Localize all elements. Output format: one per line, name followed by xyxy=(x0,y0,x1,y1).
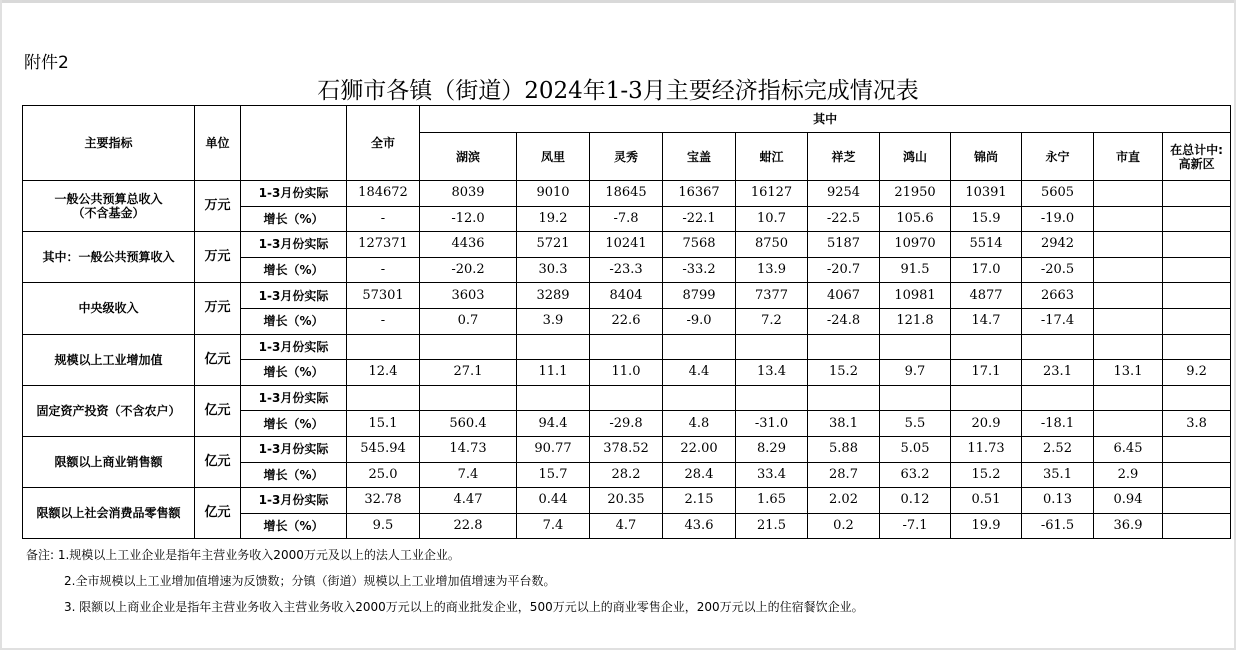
value-cell xyxy=(1094,308,1163,334)
header-town-shizhi: 市直 xyxy=(1094,133,1163,181)
value-cell xyxy=(736,334,808,360)
value-cell xyxy=(736,385,808,411)
indicator-unit: 万元 xyxy=(195,283,241,334)
table-row xyxy=(23,385,1231,411)
value-cell: 9.2 xyxy=(1163,360,1231,386)
value-cell xyxy=(1163,385,1231,411)
header-city: 全市 xyxy=(347,106,420,181)
value-cell: 8.29 xyxy=(736,436,808,462)
value-cell xyxy=(1094,283,1163,309)
value-cell xyxy=(1163,257,1231,283)
header-town-baogai: 宝盖 xyxy=(663,133,736,181)
value-cell: - xyxy=(347,206,420,232)
sub-label-growth: 增长（%） xyxy=(241,411,347,437)
value-cell: 127371 xyxy=(347,232,420,258)
value-cell: 3289 xyxy=(517,283,590,309)
sub-label-growth: 增长（%） xyxy=(241,308,347,334)
value-cell: 7568 xyxy=(663,232,736,258)
header-town-jinshang: 锦尚 xyxy=(951,133,1022,181)
value-cell: 10241 xyxy=(590,232,663,258)
value-cell: 14.73 xyxy=(420,436,517,462)
header-hitech-line1: 在总计中: xyxy=(1170,142,1223,157)
value-cell: 36.9 xyxy=(1094,513,1163,539)
indicator-unit: 亿元 xyxy=(195,488,241,539)
value-cell: 15.7 xyxy=(517,462,590,488)
header-unit: 单位 xyxy=(195,106,241,181)
value-cell xyxy=(517,334,590,360)
value-cell: 0.12 xyxy=(880,488,951,514)
value-cell: 184672 xyxy=(347,181,420,207)
value-cell xyxy=(1163,513,1231,539)
value-cell xyxy=(663,385,736,411)
value-cell: 20.35 xyxy=(590,488,663,514)
value-cell: -18.1 xyxy=(1022,411,1094,437)
value-cell: -22.1 xyxy=(663,206,736,232)
value-cell: 8750 xyxy=(736,232,808,258)
value-cell xyxy=(808,385,880,411)
value-cell: 4.8 xyxy=(663,411,736,437)
value-cell xyxy=(1163,181,1231,207)
value-cell: 11.73 xyxy=(951,436,1022,462)
value-cell: 5187 xyxy=(808,232,880,258)
value-cell: 560.4 xyxy=(420,411,517,437)
value-cell: 12.4 xyxy=(347,360,420,386)
value-cell: 545.94 xyxy=(347,436,420,462)
value-cell: -20.7 xyxy=(808,257,880,283)
value-cell: 5721 xyxy=(517,232,590,258)
note-1: 备注: 1.规模以上工业企业是指年主营业务收入2000万元及以上的法人工业企业。 xyxy=(26,548,460,562)
value-cell: 4.7 xyxy=(590,513,663,539)
value-cell: 13.4 xyxy=(736,360,808,386)
sub-label-growth: 增长（%） xyxy=(241,257,347,283)
value-cell: 2.9 xyxy=(1094,462,1163,488)
value-cell: 2.02 xyxy=(808,488,880,514)
value-cell xyxy=(1094,334,1163,360)
header-town-yongning: 永宁 xyxy=(1022,133,1094,181)
header-group-of-which: 其中 xyxy=(420,106,1231,133)
value-cell xyxy=(1163,283,1231,309)
indicator-unit: 万元 xyxy=(195,232,241,283)
value-cell: 22.00 xyxy=(663,436,736,462)
value-cell: 91.5 xyxy=(880,257,951,283)
table-row xyxy=(23,232,1231,258)
value-cell: 4877 xyxy=(951,283,1022,309)
value-cell: 22.6 xyxy=(590,308,663,334)
sub-label-growth: 增长（%） xyxy=(241,462,347,488)
table-row xyxy=(23,283,1231,309)
value-cell: 7.2 xyxy=(736,308,808,334)
value-cell: 13.9 xyxy=(736,257,808,283)
value-cell xyxy=(590,385,663,411)
value-cell: 3.8 xyxy=(1163,411,1231,437)
value-cell: 21950 xyxy=(880,181,951,207)
table-body xyxy=(23,181,1231,539)
sub-label-actual: 1-3月份实际 xyxy=(241,436,347,462)
value-cell: 23.1 xyxy=(1022,360,1094,386)
value-cell xyxy=(420,385,517,411)
value-cell: 43.6 xyxy=(663,513,736,539)
indicator-unit: 亿元 xyxy=(195,334,241,385)
attachment-label: 附件2 xyxy=(24,53,69,73)
indicator-name xyxy=(23,488,195,539)
indicator-name-line1: 一般公共预算总收入 xyxy=(54,192,163,207)
value-cell: 10.7 xyxy=(736,206,808,232)
indicator-name-line1: 中央级收入 xyxy=(78,301,139,316)
table-row xyxy=(23,334,1231,360)
value-cell xyxy=(1022,334,1094,360)
value-cell: -7.1 xyxy=(880,513,951,539)
header-town-fengli: 凤里 xyxy=(517,133,590,181)
value-cell: 3.9 xyxy=(517,308,590,334)
value-cell xyxy=(1094,385,1163,411)
indicator-name xyxy=(23,385,195,436)
value-cell: 13.1 xyxy=(1094,360,1163,386)
indicator-name xyxy=(23,181,195,232)
value-cell: 9010 xyxy=(517,181,590,207)
sub-label-actual: 1-3月份实际 xyxy=(241,385,347,411)
indicator-name-line1: 固定资产投资（不含农户） xyxy=(36,403,181,418)
indicator-name xyxy=(23,283,195,334)
value-cell: 35.1 xyxy=(1022,462,1094,488)
value-cell: -7.8 xyxy=(590,206,663,232)
header-hitech-line2: 高新区 xyxy=(1178,156,1215,171)
sub-label-actual: 1-3月份实际 xyxy=(241,232,347,258)
indicator-name xyxy=(23,436,195,487)
window-top-border xyxy=(0,0,1236,3)
value-cell: 5.05 xyxy=(880,436,951,462)
economic-indicators-table xyxy=(22,105,1231,539)
value-cell xyxy=(347,334,420,360)
note-3: 3. 限额以上商业企业是指年主营业务收入主营业务收入2000万元以上的商业批发企业，500万元以上的商业零售企业，200万元以上的住宿餐饮企业。 xyxy=(64,600,864,614)
header-town-lingxiu: 灵秀 xyxy=(590,133,663,181)
value-cell: 28.7 xyxy=(808,462,880,488)
value-cell: 15.2 xyxy=(808,360,880,386)
indicator-name-line1: 规模以上工业增加值 xyxy=(54,352,163,367)
value-cell: -31.0 xyxy=(736,411,808,437)
value-cell: 4.4 xyxy=(663,360,736,386)
value-cell xyxy=(880,385,951,411)
value-cell: 32.78 xyxy=(347,488,420,514)
sub-label-growth: 增长（%） xyxy=(241,360,347,386)
value-cell: 0.51 xyxy=(951,488,1022,514)
value-cell: 15.1 xyxy=(347,411,420,437)
value-cell: 5.5 xyxy=(880,411,951,437)
value-cell: 2942 xyxy=(1022,232,1094,258)
value-cell: 20.9 xyxy=(951,411,1022,437)
value-cell: 15.9 xyxy=(951,206,1022,232)
value-cell: 6.45 xyxy=(1094,436,1163,462)
value-cell: 27.1 xyxy=(420,360,517,386)
value-cell: -17.4 xyxy=(1022,308,1094,334)
value-cell xyxy=(951,334,1022,360)
value-cell: 90.77 xyxy=(517,436,590,462)
value-cell: 10391 xyxy=(951,181,1022,207)
value-cell xyxy=(590,334,663,360)
value-cell: 38.1 xyxy=(808,411,880,437)
value-cell: 4067 xyxy=(808,283,880,309)
value-cell: 10981 xyxy=(880,283,951,309)
value-cell: -61.5 xyxy=(1022,513,1094,539)
value-cell: 5.88 xyxy=(808,436,880,462)
table-row xyxy=(23,181,1231,207)
header-town-hanjiang: 蚶江 xyxy=(736,133,808,181)
value-cell: 2663 xyxy=(1022,283,1094,309)
value-cell: -9.0 xyxy=(663,308,736,334)
header-blank xyxy=(241,106,347,181)
value-cell: 11.1 xyxy=(517,360,590,386)
header-hitech-zone xyxy=(1163,133,1231,181)
header-indicator: 主要指标 xyxy=(23,106,195,181)
value-cell xyxy=(951,385,1022,411)
value-cell: 19.2 xyxy=(517,206,590,232)
indicator-name-line1: 限额以上商业销售额 xyxy=(54,455,163,470)
value-cell: 5514 xyxy=(951,232,1022,258)
indicator-name xyxy=(23,232,195,283)
value-cell: 2.52 xyxy=(1022,436,1094,462)
document-title: 石狮市各镇（街道）2024年1-3月主要经济指标完成情况表 xyxy=(317,78,919,104)
sub-label-actual: 1-3月份实际 xyxy=(241,181,347,207)
value-cell xyxy=(1094,181,1163,207)
value-cell xyxy=(1094,206,1163,232)
value-cell: -23.3 xyxy=(590,257,663,283)
value-cell: 5605 xyxy=(1022,181,1094,207)
value-cell: 3603 xyxy=(420,283,517,309)
indicator-name-line1: 限额以上社会消费品零售额 xyxy=(36,506,181,521)
value-cell: - xyxy=(347,257,420,283)
value-cell xyxy=(1163,232,1231,258)
value-cell xyxy=(880,334,951,360)
sub-label-actual: 1-3月份实际 xyxy=(241,334,347,360)
value-cell: 7.4 xyxy=(517,513,590,539)
value-cell: 11.0 xyxy=(590,360,663,386)
value-cell: 28.4 xyxy=(663,462,736,488)
header-town-hubin: 湖滨 xyxy=(420,133,517,181)
value-cell: 8404 xyxy=(590,283,663,309)
indicator-unit: 亿元 xyxy=(195,385,241,436)
value-cell: 10970 xyxy=(880,232,951,258)
value-cell: 17.1 xyxy=(951,360,1022,386)
value-cell xyxy=(1163,436,1231,462)
value-cell: 4.47 xyxy=(420,488,517,514)
value-cell: 16127 xyxy=(736,181,808,207)
sub-label-growth: 增长（%） xyxy=(241,513,347,539)
value-cell xyxy=(1163,206,1231,232)
value-cell: -12.0 xyxy=(420,206,517,232)
value-cell: 21.5 xyxy=(736,513,808,539)
value-cell: 8799 xyxy=(663,283,736,309)
value-cell xyxy=(1163,308,1231,334)
value-cell: 33.4 xyxy=(736,462,808,488)
value-cell xyxy=(1163,462,1231,488)
indicator-name xyxy=(23,334,195,385)
indicator-unit: 万元 xyxy=(195,181,241,232)
sub-label-actual: 1-3月份实际 xyxy=(241,283,347,309)
note-2: 2.全市规模以上工业增加值增速为反馈数；分镇（街道）规模以上工业增加值增速为平台数。 xyxy=(64,574,556,588)
value-cell: 0.13 xyxy=(1022,488,1094,514)
value-cell: 14.7 xyxy=(951,308,1022,334)
value-cell: 0.7 xyxy=(420,308,517,334)
value-cell: -22.5 xyxy=(808,206,880,232)
table-row xyxy=(23,488,1231,514)
value-cell: 63.2 xyxy=(880,462,951,488)
value-cell xyxy=(347,385,420,411)
value-cell: 9.7 xyxy=(880,360,951,386)
value-cell xyxy=(517,385,590,411)
value-cell: 7.4 xyxy=(420,462,517,488)
value-cell xyxy=(1094,232,1163,258)
value-cell: 30.3 xyxy=(517,257,590,283)
value-cell xyxy=(1022,385,1094,411)
value-cell: 9.5 xyxy=(347,513,420,539)
value-cell xyxy=(808,334,880,360)
value-cell: 378.52 xyxy=(590,436,663,462)
value-cell: 19.9 xyxy=(951,513,1022,539)
value-cell: 17.0 xyxy=(951,257,1022,283)
value-cell: -29.8 xyxy=(590,411,663,437)
value-cell: -19.0 xyxy=(1022,206,1094,232)
header-town-xiangzhi: 祥芝 xyxy=(808,133,880,181)
value-cell xyxy=(1163,334,1231,360)
value-cell: - xyxy=(347,308,420,334)
value-cell: 57301 xyxy=(347,283,420,309)
value-cell: -33.2 xyxy=(663,257,736,283)
value-cell: -20.5 xyxy=(1022,257,1094,283)
sub-label-growth: 增长（%） xyxy=(241,206,347,232)
value-cell: 28.2 xyxy=(590,462,663,488)
value-cell: 7377 xyxy=(736,283,808,309)
value-cell: 9254 xyxy=(808,181,880,207)
sub-label-actual: 1-3月份实际 xyxy=(241,488,347,514)
indicator-name-line2: （不含基金） xyxy=(72,206,145,221)
value-cell: 25.0 xyxy=(347,462,420,488)
indicator-name-line1: 其中：一般公共预算收入 xyxy=(42,250,175,265)
value-cell: 2.15 xyxy=(663,488,736,514)
value-cell xyxy=(663,334,736,360)
value-cell: 15.2 xyxy=(951,462,1022,488)
value-cell xyxy=(1163,488,1231,514)
header-town-hongshan: 鸿山 xyxy=(880,133,951,181)
value-cell: 105.6 xyxy=(880,206,951,232)
value-cell: 8039 xyxy=(420,181,517,207)
value-cell: -24.8 xyxy=(808,308,880,334)
value-cell: 22.8 xyxy=(420,513,517,539)
table-row xyxy=(23,436,1231,462)
indicator-unit: 亿元 xyxy=(195,436,241,487)
value-cell: 0.2 xyxy=(808,513,880,539)
value-cell xyxy=(420,334,517,360)
value-cell: 16367 xyxy=(663,181,736,207)
value-cell: 94.4 xyxy=(517,411,590,437)
value-cell: 18645 xyxy=(590,181,663,207)
value-cell: 1.65 xyxy=(736,488,808,514)
value-cell: 0.94 xyxy=(1094,488,1163,514)
value-cell xyxy=(1094,257,1163,283)
value-cell: -20.2 xyxy=(420,257,517,283)
value-cell: 121.8 xyxy=(880,308,951,334)
value-cell: 0.44 xyxy=(517,488,590,514)
value-cell: 4436 xyxy=(420,232,517,258)
value-cell xyxy=(1094,411,1163,437)
